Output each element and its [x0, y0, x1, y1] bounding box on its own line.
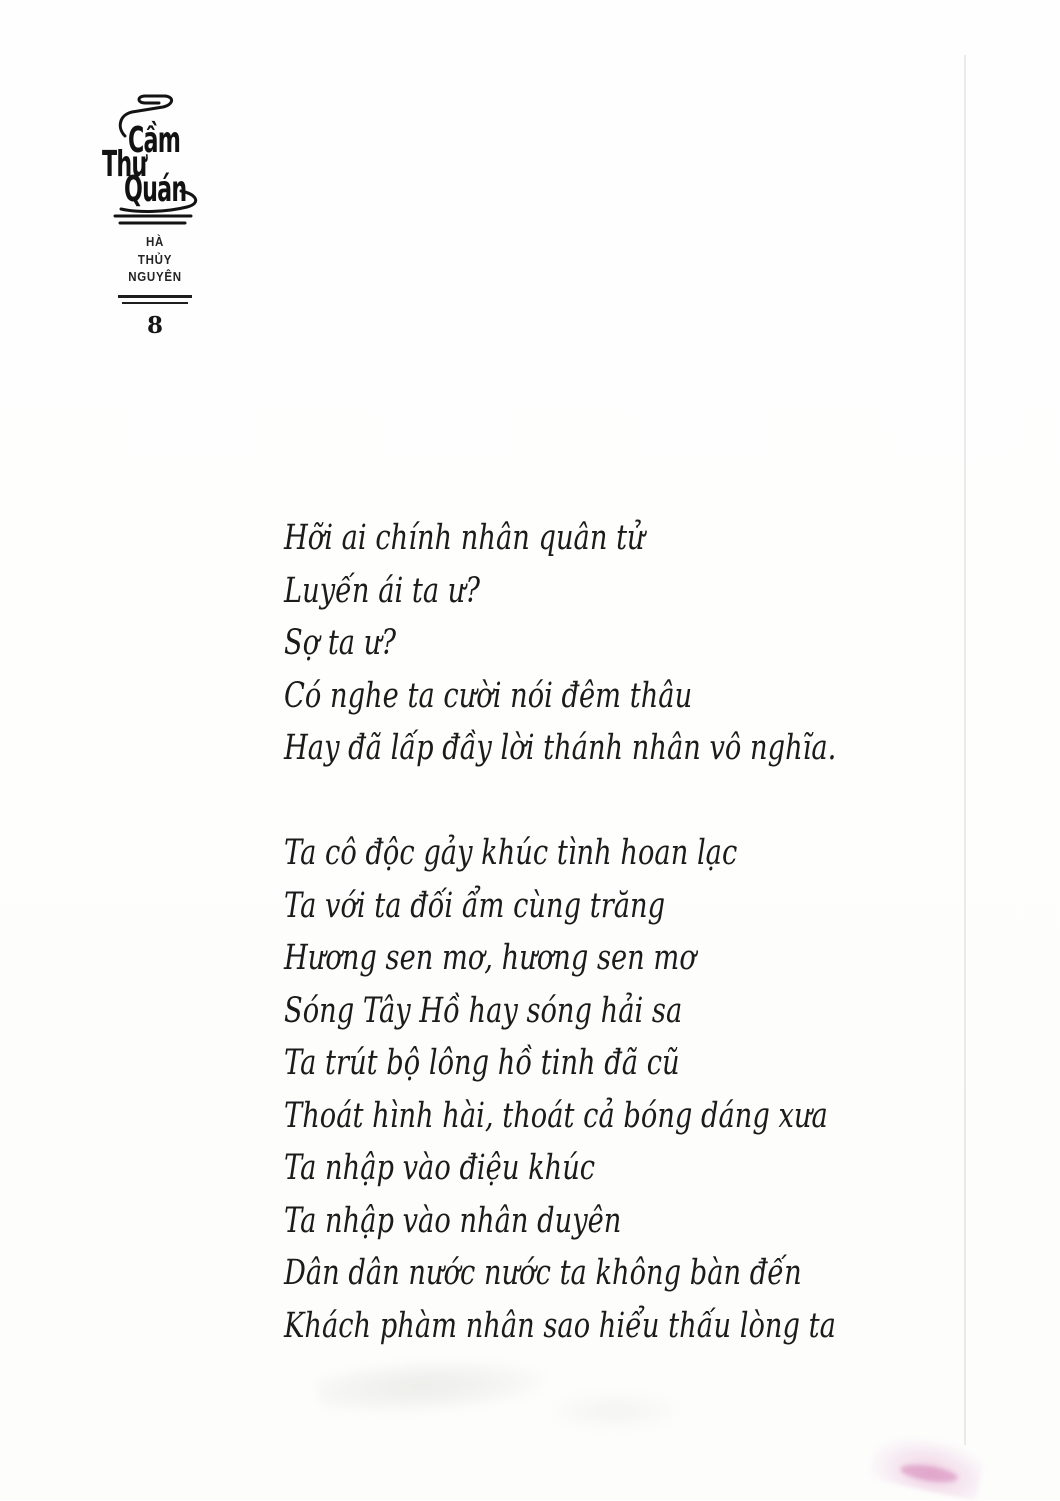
publisher-logo [95, 92, 215, 232]
author-underline [118, 295, 192, 298]
ghost-text-smudge [317, 1354, 549, 1418]
poem-line: Khách phàm nhân sao hiểu thấu lòng ta [284, 1305, 836, 1346]
poem-line: Hương sen mơ, hương sen mơ [284, 938, 696, 978]
poem-line: Ta nhập vào nhân duyên [284, 1200, 622, 1241]
ghost-text-smudge-faint [540, 1390, 690, 1432]
page-number: 8 [146, 312, 163, 339]
scan-edge-line [964, 55, 966, 1445]
poem [284, 512, 846, 1352]
poem-line: Sợ ta ư? [284, 623, 396, 663]
logo-word-quan: Quán [124, 168, 187, 210]
author-name [107, 234, 203, 287]
author-line-2: THỦY [137, 252, 173, 267]
poem-stanza-1 [284, 512, 846, 775]
logo-word-cam: Cầm [128, 119, 181, 161]
author-line-1: HÀ [145, 235, 165, 249]
poem-line: Ta cô độc gảy khúc tình hoan lạc [284, 833, 738, 873]
poem-line: Thoát hình hài, thoát cả bóng dáng xưa [284, 1095, 828, 1136]
poem-line: Sóng Tây Hồ hay sóng hải sa [284, 990, 683, 1031]
poem-line: Luyến ái ta ư? [284, 570, 481, 611]
poem-line: Dân dân nước nước ta không bàn đến [284, 1253, 802, 1293]
author-line-3: NGUYÊN [128, 270, 182, 284]
poem-line: Ta trút bộ lông hồ tinh đã cũ [284, 1043, 680, 1083]
poem-line: Hay đã lấp đầy lời thánh nhân vô nghĩa. [284, 728, 837, 768]
poem-line: Ta nhập vào điệu khúc [284, 1148, 596, 1188]
logo-wordmark [102, 120, 186, 210]
logo-word-thu: Thư [102, 143, 147, 185]
poem-line: Ta với ta đối ẩm cùng trăng [284, 885, 666, 926]
poem-line: Có nghe ta cười nói đêm thâu [284, 675, 693, 716]
author-underline-thin [122, 302, 188, 304]
poem-stanza-2 [284, 827, 846, 1352]
poem-line: Hỡi ai chính nhân quân tử [284, 518, 645, 558]
